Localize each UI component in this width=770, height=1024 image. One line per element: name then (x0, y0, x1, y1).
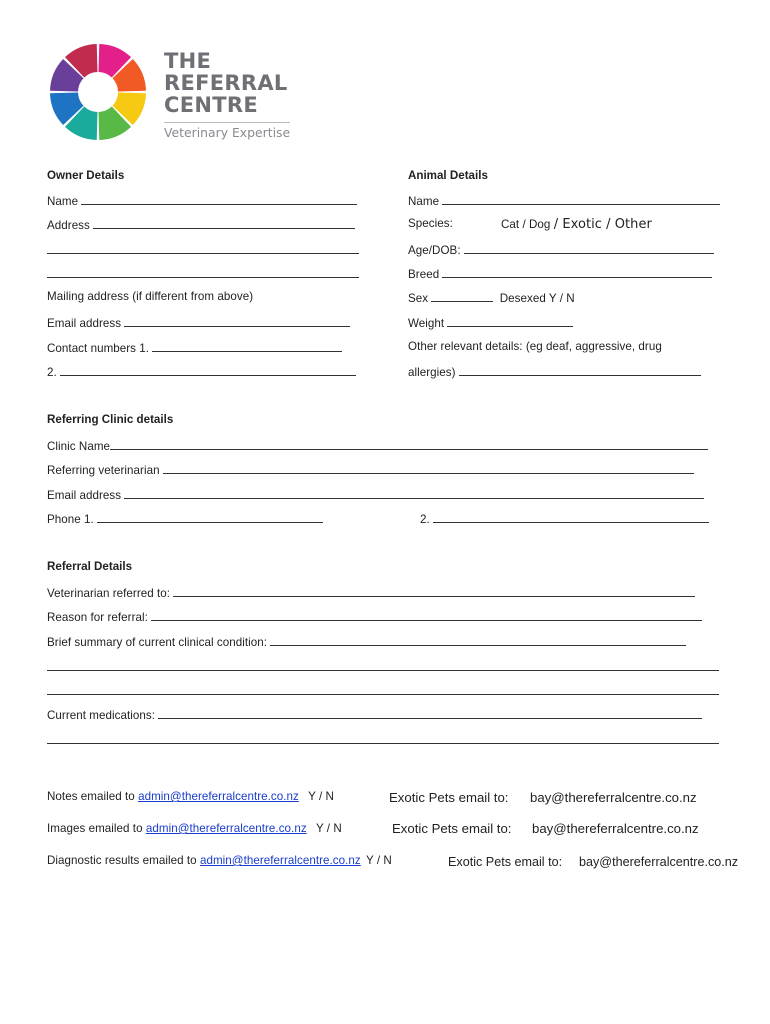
animal-species-options[interactable]: Cat / Dog / Exotic / Other (501, 217, 652, 232)
clinic-vet-label: Referring veterinarian (47, 464, 160, 477)
notes-exotic-email: bay@thereferralcentre.co.nz (530, 790, 697, 805)
notes-yn[interactable]: Y / N (308, 790, 334, 803)
owner-contact2-field[interactable] (60, 364, 356, 376)
clinic-phone1-row (47, 511, 323, 527)
animal-name-label: Name (408, 195, 440, 208)
animal-breed-label: Breed (408, 268, 440, 281)
referral-vet-row (47, 585, 695, 601)
notes-label: Notes emailed to (47, 790, 135, 803)
animal-name-field[interactable] (442, 193, 720, 205)
diag-exotic-label: Exotic Pets email to: (448, 855, 563, 869)
animal-weight-field[interactable] (447, 315, 573, 327)
images-email-row (47, 822, 342, 836)
logo (47, 44, 297, 144)
diag-email-row (47, 854, 392, 868)
animal-age-row (408, 242, 714, 258)
owner-email-row (47, 315, 350, 331)
clinic-phone2-label: 2. (420, 513, 430, 526)
diag-yn[interactable]: Y / N (366, 854, 392, 867)
owner-contact2-row (47, 364, 356, 380)
animal-other-field[interactable] (459, 364, 701, 376)
images-yn[interactable]: Y / N (315, 822, 342, 835)
referral-heading: Referral Details (47, 560, 133, 573)
images-exotic-email: bay@thereferralcentre.co.nz (532, 821, 699, 836)
notes-email-row (47, 790, 334, 804)
clinic-phone1-field[interactable] (97, 511, 323, 523)
animal-age-label: Age/DOB: (408, 244, 461, 257)
animal-weight-row (408, 315, 573, 331)
owner-contact-label: Contact numbers 1. (47, 342, 150, 355)
owner-address-line-3[interactable] (47, 266, 359, 282)
owner-email-label: Email address (47, 317, 122, 330)
logo-line-2: REFERRAL (164, 71, 288, 95)
animal-desexed-label[interactable]: Desexed Y / N (499, 292, 575, 305)
clinic-email-field[interactable] (124, 487, 704, 499)
referral-meds-line-2[interactable] (47, 732, 719, 748)
animal-breed-field[interactable] (442, 266, 712, 278)
owner-mailing-label: Mailing address (if different from above) (47, 290, 254, 303)
animal-sex-row (408, 290, 575, 306)
owner-heading: Owner Details (47, 169, 125, 182)
owner-contact-field[interactable] (152, 340, 342, 352)
images-admin-email-link[interactable]: admin@thereferralcentre.co.nz (145, 822, 307, 835)
logo-line-1: THE (164, 49, 212, 73)
animal-heading: Animal Details (408, 169, 488, 182)
animal-other-line-2: allergies) (408, 366, 456, 379)
notes-admin-email-link[interactable]: admin@thereferralcentre.co.nz (138, 790, 299, 803)
owner-contact2-label: 2. (47, 366, 57, 379)
diag-label: Diagnostic results emailed to (47, 854, 197, 867)
diag-exotic-email: bay@thereferralcentre.co.nz (579, 855, 739, 869)
animal-sex-label: Sex (408, 292, 429, 305)
clinic-heading: Referring Clinic details (47, 413, 174, 426)
animal-species-label: Species: (408, 217, 453, 230)
animal-sex-field[interactable] (431, 290, 493, 302)
images-exotic-label: Exotic Pets email to: (392, 821, 512, 836)
logo-cross (81, 85, 115, 100)
referral-reason-field[interactable] (151, 609, 702, 621)
animal-other-row (408, 364, 701, 380)
referral-summary-line-2[interactable] (47, 659, 719, 675)
owner-contact-row (47, 340, 342, 356)
referral-summary-field[interactable] (270, 634, 686, 646)
clinic-name-label: Clinic Name (47, 440, 111, 453)
clinic-vet-field[interactable] (163, 462, 694, 474)
clinic-name-row (47, 438, 708, 454)
referral-summary-row (47, 634, 686, 650)
clinic-phone1-label: Phone 1. (47, 513, 94, 526)
owner-name-row (47, 193, 357, 209)
referral-summary-label: Brief summary of current clinical condition: (47, 636, 267, 649)
images-label: Images emailed to (47, 822, 143, 835)
clinic-vet-row (47, 462, 694, 478)
owner-name-label: Name (47, 195, 79, 208)
animal-other-line-1: Other relevant details: (eg deaf, aggressive, drug (408, 340, 662, 353)
owner-address-row (47, 217, 355, 233)
referral-vet-field[interactable] (173, 585, 695, 597)
owner-address-line-2[interactable] (47, 242, 359, 258)
animal-species-row (408, 217, 453, 231)
diag-admin-email-link[interactable]: admin@thereferralcentre.co.nz (199, 854, 361, 867)
clinic-email-row (47, 487, 704, 503)
animal-age-field[interactable] (464, 242, 714, 254)
animal-name-row (408, 193, 720, 209)
animal-weight-label: Weight (408, 317, 445, 330)
logo-tagline: Veterinary Expertise (164, 125, 291, 140)
owner-address-field[interactable] (93, 217, 355, 229)
referral-meds-label: Current medications: (47, 709, 155, 722)
clinic-name-field[interactable] (110, 438, 708, 450)
animal-breed-row (408, 266, 712, 282)
referral-reason-row (47, 609, 702, 625)
owner-name-field[interactable] (81, 193, 357, 205)
referral-reason-label: Reason for referral: (47, 611, 148, 624)
clinic-phone2-row (420, 511, 709, 527)
clinic-email-label: Email address (47, 489, 122, 502)
referral-meds-field[interactable] (158, 707, 702, 719)
notes-exotic-label: Exotic Pets email to: (389, 790, 509, 805)
referral-vet-label: Veterinarian referred to: (47, 587, 171, 600)
owner-email-field[interactable] (124, 315, 350, 327)
clinic-phone2-field[interactable] (433, 511, 709, 523)
owner-address-label: Address (47, 219, 90, 232)
referral-summary-line-3[interactable] (47, 683, 719, 699)
logo-mark-icon (47, 44, 149, 140)
referral-meds-row (47, 707, 702, 723)
logo-line-3: CENTRE (164, 93, 258, 117)
